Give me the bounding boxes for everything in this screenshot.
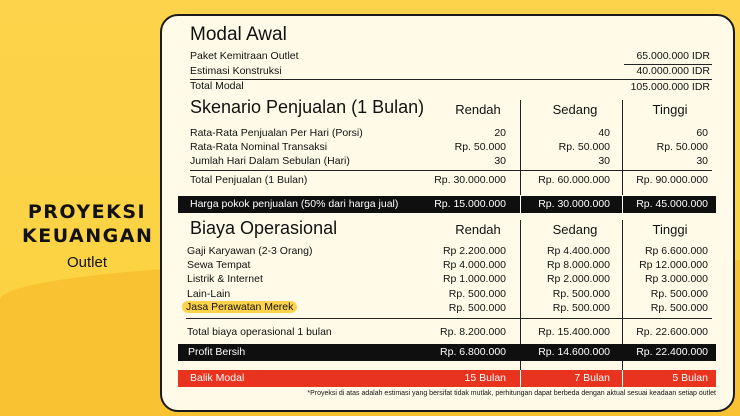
column-divider — [622, 370, 623, 387]
biaya-cell: Rp. 500.000 — [552, 302, 610, 314]
hpp-cell: Rp. 15.000.000 — [434, 198, 506, 210]
skenario-cell: 30 — [696, 155, 708, 167]
column-divider — [520, 100, 521, 195]
side-subtitle: Outlet — [66, 254, 108, 271]
bep-label: Balik Modal — [190, 372, 245, 384]
bep-bar — [178, 370, 716, 387]
biaya-cell: Rp 2.000.000 — [546, 273, 610, 285]
biaya-cell: Rp 2.200.000 — [442, 245, 506, 257]
modal-row-value: 65.000.000 IDR — [636, 50, 710, 62]
skenario-cell: 30 — [598, 155, 610, 167]
modal-row-value: 40.000.000 IDR — [636, 65, 710, 77]
biaya-cell: Rp 4.000.000 — [442, 259, 506, 271]
side-title-line2: KEUANGAN — [22, 225, 154, 247]
modal-total-value: 105.000.000 IDR — [630, 81, 710, 93]
divider — [190, 79, 712, 80]
hpp-bar — [178, 196, 716, 213]
skenario-total-cell: Rp. 30.000.000 — [434, 174, 506, 186]
modal-total-label: Total Modal — [190, 80, 244, 92]
modal-row-label: Estimasi Konstruksi — [190, 65, 282, 77]
col-header-sedang: Sedang — [552, 102, 598, 117]
modal-row-label: Paket Kemitraan Outlet — [190, 50, 299, 62]
skenario-cell: 20 — [494, 127, 506, 139]
biaya-row-label: Listrik & Internet — [187, 273, 263, 285]
skenario-total-label: Total Penjualan (1 Bulan) — [190, 174, 308, 186]
skenario-row-label: Jumlah Hari Dalam Sebulan (Hari) — [190, 155, 350, 167]
biaya-row-label-highlighted — [182, 301, 297, 313]
col-header-tinggi: Tinggi — [652, 102, 688, 117]
bep-cell: 15 Bulan — [464, 372, 506, 384]
column-divider — [520, 370, 521, 387]
skenario-total-cell: Rp. 60.000.000 — [538, 174, 610, 186]
col-header-rendah: Rendah — [455, 102, 501, 117]
biaya-cell: Rp. 500.000 — [448, 302, 506, 314]
skenario-cell: Rp. 50.000 — [558, 141, 610, 153]
biaya-total-label: Total biaya operasional 1 bulan — [187, 326, 332, 338]
biaya-cell: Rp. 500.000 — [448, 288, 506, 300]
skenario-cell: Rp. 50.000 — [454, 141, 506, 153]
skenario-total-cell: Rp. 90.000.000 — [636, 174, 708, 186]
hpp-label: Harga pokok penjualan (50% dari harga jual) — [190, 198, 399, 210]
profit-bar — [178, 344, 716, 361]
footnote: *Proyeksi di atas adalah estimasi yang bersifat tidak mutlak, perhitungan dapat berbeda dengan aktual sesuai keadaan setiap outlet — [307, 390, 716, 397]
profit-cell: Rp. 14.600.000 — [538, 346, 610, 358]
skenario-cell: Rp. 50.000 — [656, 141, 708, 153]
skenario-cell: 60 — [696, 127, 708, 139]
biaya-cell: Rp 4.400.000 — [546, 245, 610, 257]
profit-cell: Rp. 6.800.000 — [440, 346, 506, 358]
profit-cell: Rp. 22.400.000 — [636, 346, 708, 358]
divider — [190, 170, 712, 171]
side-title-line1: PROYEKSI — [27, 201, 147, 223]
column-divider — [520, 196, 521, 213]
biaya-row-label: Lain-Lain — [187, 288, 231, 300]
highlight-label: Jasa Perawatan Merek — [182, 301, 297, 313]
col-header-tinggi: Tinggi — [652, 222, 688, 237]
hpp-cell: Rp. 30.000.000 — [538, 198, 610, 210]
col-header-rendah: Rendah — [455, 222, 501, 237]
hpp-cell: Rp. 45.000.000 — [636, 198, 708, 210]
column-divider — [622, 196, 623, 213]
bep-cell: 7 Bulan — [574, 372, 610, 384]
biaya-cell: Rp 6.600.000 — [644, 245, 708, 257]
biaya-total-cell: Rp. 8.200.000 — [440, 326, 506, 338]
skenario-row-label: Rata-Rata Penjualan Per Hari (Porsi) — [190, 127, 363, 139]
skenario-row-label: Rata-Rata Nominal Transaksi — [190, 141, 328, 153]
side-title-block — [22, 200, 152, 271]
biaya-cell: Rp 1.000.000 — [442, 273, 506, 285]
biaya-cell: Rp 12.000.000 — [639, 259, 708, 271]
biaya-cell: Rp. 500.000 — [650, 288, 708, 300]
biaya-row-label: Gaji Karyawan (2-3 Orang) — [187, 245, 313, 257]
profit-label: Profit Bersih — [188, 346, 246, 358]
column-divider — [622, 100, 623, 195]
projection-card — [160, 14, 735, 412]
modal-title: Modal Awal — [190, 24, 287, 45]
biaya-cell: Rp 3.000.000 — [644, 273, 708, 285]
bep-cell: 5 Bulan — [672, 372, 708, 384]
skenario-cell: 40 — [598, 127, 610, 139]
biaya-cell: Rp. 500.000 — [552, 288, 610, 300]
skenario-title: Skenario Penjualan (1 Bulan) — [190, 97, 425, 117]
biaya-row-label: Sewa Tempat — [187, 259, 251, 271]
biaya-total-cell: Rp. 15.400.000 — [538, 326, 610, 338]
skenario-cell: 30 — [494, 155, 506, 167]
biaya-cell: Rp. 500.000 — [650, 302, 708, 314]
col-header-sedang: Sedang — [552, 222, 598, 237]
biaya-title: Biaya Operasional — [190, 218, 338, 238]
biaya-cell: Rp 8.000.000 — [546, 259, 610, 271]
biaya-total-cell: Rp. 22.600.000 — [636, 326, 708, 338]
divider — [186, 318, 712, 319]
